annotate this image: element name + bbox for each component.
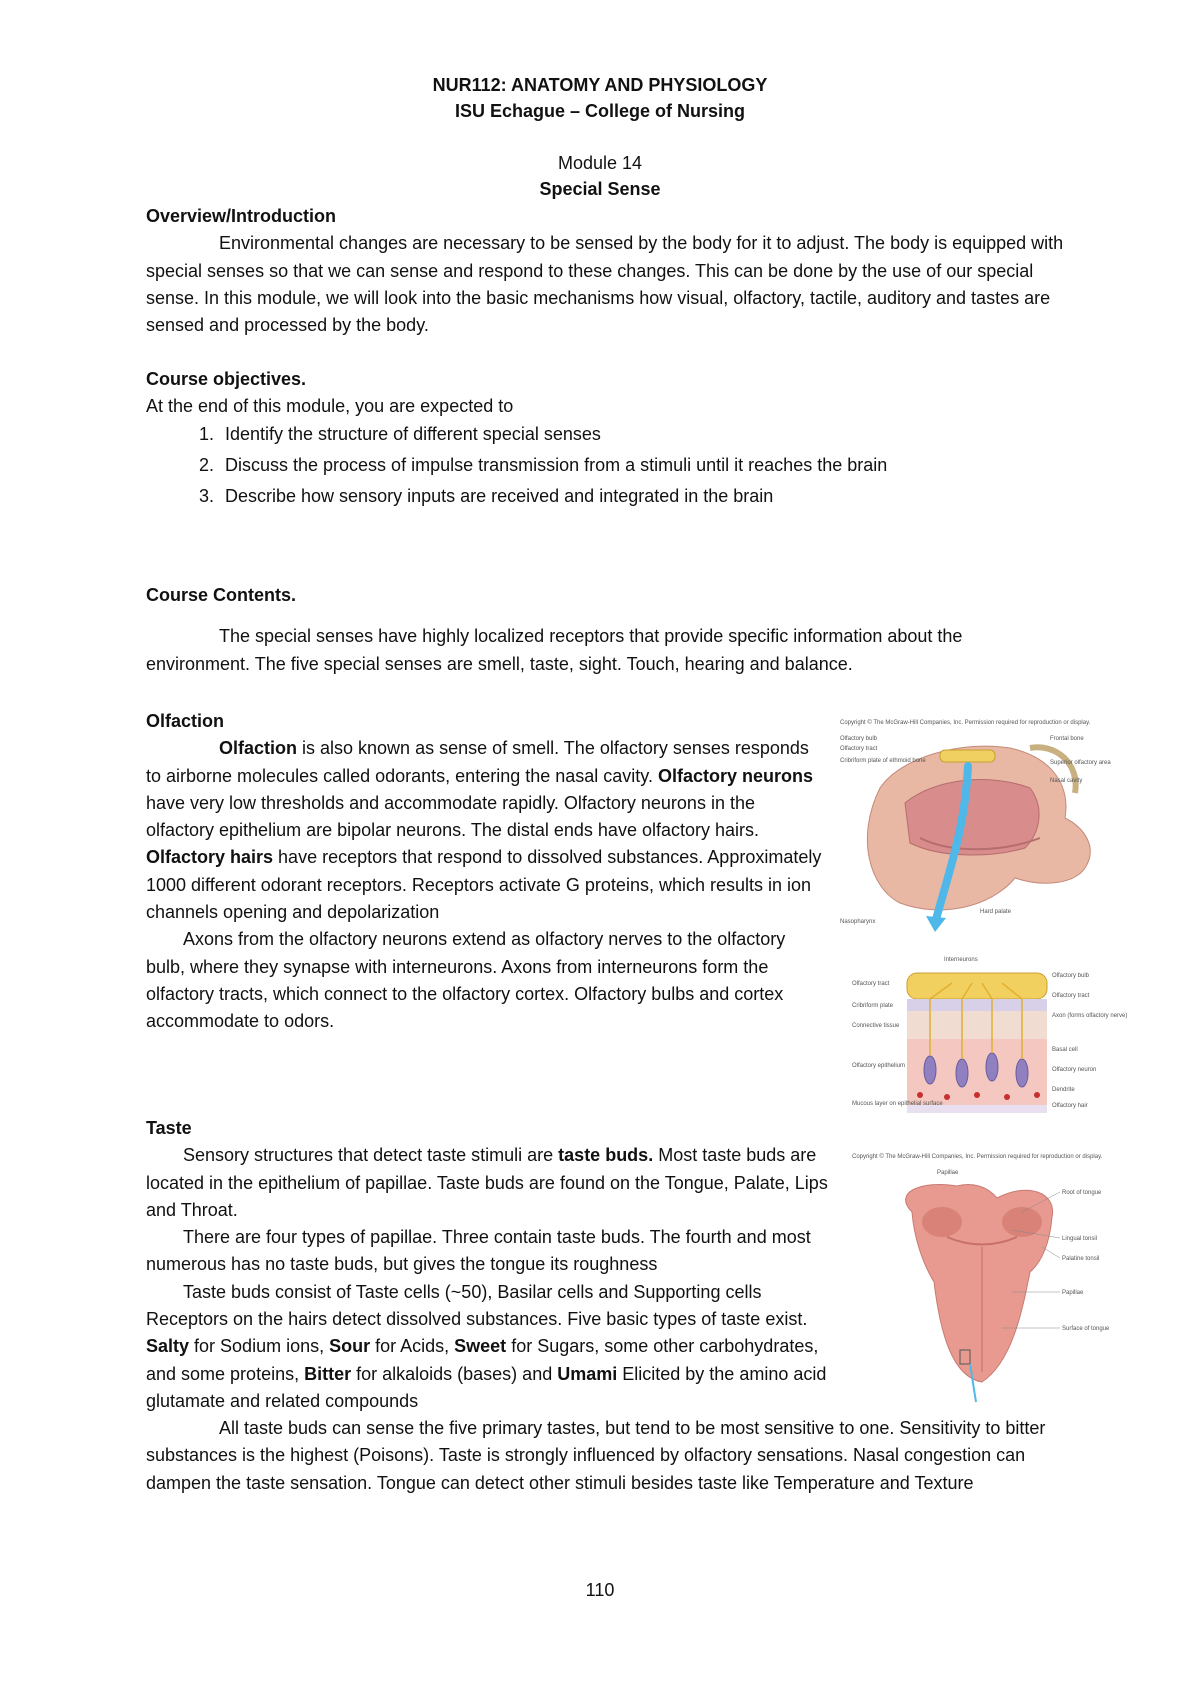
- overview-heading: Overview/Introduction: [146, 206, 337, 226]
- course-header: [0, 72, 1200, 124]
- tongue-copyright: Copyright © The McGraw-Hill Companies, Inc. Permission required for reproduction or display.: [852, 1154, 1103, 1160]
- epi-label-cribriform: Cribriform plate: [852, 1003, 894, 1009]
- contents-section: [146, 582, 1064, 678]
- nose-label-superior-olfactory: Superior olfactory area: [1050, 760, 1111, 766]
- course-title: NUR112: ANATOMY AND PHYSIOLOGY: [432, 75, 768, 95]
- institution: ISU Echague – College of Nursing: [454, 101, 746, 121]
- taste-heading: Taste: [146, 1118, 192, 1138]
- epi-label-olfactory-tract-r: Olfactory tract: [1052, 993, 1090, 999]
- nose-label-olfactory-tract: Olfactory tract: [840, 746, 878, 752]
- tongue-label-palatine-tonsil: Palatine tonsil: [1062, 1256, 1100, 1262]
- tongue-figure: [852, 1152, 1132, 1404]
- olfaction-paragraph-2: Axons from the olfactory neurons extend as olfactory nerves to the olfactory bulb, where they synapse with interneurons. Axons from interneurons form the olfactory tracts, which connect to the olfactory cortex. Olfactory bulbs and cortex accommodate to odors.: [146, 929, 786, 1032]
- nose-copyright: Copyright © The McGraw-Hill Companies, Inc. Permission required for reproduction or display.: [840, 720, 1091, 726]
- nasal-cavity-figure: [840, 718, 1110, 946]
- nose-label-cribriform: Cribriform plate of ethmoid bone: [840, 758, 926, 764]
- nose-label-olfactory-bulb: Olfactory bulb: [840, 736, 878, 742]
- tongue-top-label: Papillae: [937, 1170, 959, 1176]
- epi-label-olfactory-neuron: Olfactory neuron: [1052, 1067, 1097, 1073]
- epi-label-axon: Axon (forms olfactory nerve): [1052, 1013, 1128, 1019]
- olfaction-heading: Olfaction: [146, 711, 225, 731]
- umami-term: Umami: [557, 1363, 618, 1384]
- tongue-label-root: Root of tongue: [1062, 1190, 1102, 1196]
- objectives-intro: At the end of this module, you are expected to: [146, 396, 514, 417]
- overview-text: Environmental changes are necessary to be sensed by the body for it to adjust. The body is equipped with special senses so that we can sense and respond to these changes. This can be done by the use of our special sense. In this module, we will look into the basic mechanisms how visual, olfactory, tactile, auditory and tastes are sensed and processed by the body.: [146, 233, 1064, 336]
- taste-paragraph-2: There are four types of papillae. Three contain taste buds. The fourth and most numerous has no taste buds, but gives the tongue its roughness: [146, 1227, 811, 1275]
- epi-label-olfactory-hair: Olfactory hair: [1052, 1103, 1088, 1109]
- contents-heading: Course Contents.: [146, 585, 297, 605]
- module-header: [0, 150, 1200, 202]
- olfaction-section: [146, 708, 826, 1036]
- olfactory-hairs-term: Olfactory hairs: [146, 847, 274, 868]
- olfaction-term: Olfaction: [219, 738, 298, 759]
- sweet-term: Sweet: [454, 1336, 507, 1357]
- objectives-heading: Course objectives.: [146, 369, 307, 389]
- overview-section: [146, 203, 1064, 339]
- taste-buds-term: taste buds.: [558, 1145, 654, 1166]
- objective-item: 3. Describe how sensory inputs are received and integrated in the brain: [219, 483, 1064, 510]
- epi-top-label: Interneurons: [944, 957, 978, 963]
- salty-term: Salty: [146, 1336, 190, 1357]
- nose-label-frontal-bone: Frontal bone: [1050, 736, 1084, 742]
- page-number: 110: [585, 1580, 615, 1600]
- nose-label-nasal-cavity: Nasal cavity: [1050, 778, 1083, 784]
- nose-label-nasopharynx: Nasopharynx: [840, 919, 876, 925]
- taste-section: [146, 1115, 834, 1415]
- bitter-term: Bitter: [304, 1363, 352, 1384]
- epi-label-basal-cell: Basal cell: [1052, 1047, 1078, 1053]
- olfactory-neurons-term: Olfactory neurons: [657, 765, 813, 786]
- epi-label-epithelium: Olfactory epithelium: [852, 1063, 906, 1069]
- tongue-label-lingual-tonsil: Lingual tonsil: [1062, 1236, 1098, 1242]
- taste-paragraph-4: All taste buds can sense the five primary tastes, but tend to be most sensitive to one. Sensitivity to bitter substances is the highest (Poisons). Taste is strongly influenced by olfactory sensations. Nasal congestion can dampen the taste sensation. Tongue can detect other stimuli besides taste like Temperature and Texture: [146, 1418, 1046, 1493]
- tongue-label-papillae: Papillae: [1062, 1290, 1084, 1296]
- objective-item: 1. Identify the structure of different special senses: [219, 421, 1064, 448]
- taste-paragraph-1: Sensory structures that detect taste stimuli are taste buds. Most taste buds are located in the epithelium of papillae. Taste buds are found on the Tongue, Palate, Lips and Throat.: [146, 1145, 828, 1220]
- epi-label-mucous: Mucous layer on epithelial surface: [852, 1101, 943, 1107]
- nose-label-hard-palate: Hard palate: [980, 909, 1012, 915]
- taste-paragraph-3: Taste buds consist of Taste cells (~50), Basilar cells and Supporting cells Receptors on the hairs detect dissolved substances. Five basic types of taste exist. Salty for Sodium ions, Sour for Acids, Sweet for Sugars, some other carbohydrates, and some proteins, Bitter for alkaloids (bases) and Umami Elicited by the amino acid glutamate and related compounds: [146, 1281, 827, 1411]
- contents-text: The special senses have highly localized receptors that provide specific information about the environment. The five special senses are smell, taste, sight. Touch, hearing and balance.: [146, 626, 963, 674]
- sour-term: Sour: [329, 1336, 371, 1357]
- objectives-section: [146, 366, 1064, 514]
- epi-label-olfactory-bulb: Olfactory bulb: [1052, 973, 1090, 979]
- tongue-label-surface: Surface of tongue: [1062, 1326, 1110, 1332]
- taste-paragraph-4-wrap: [146, 1415, 1064, 1497]
- module-number: Module 14: [557, 153, 643, 173]
- module-title: Special Sense: [539, 179, 661, 199]
- epi-label-dendrite: Dendrite: [1052, 1087, 1075, 1093]
- olfactory-epithelium-figure: [852, 955, 1128, 1130]
- olfaction-paragraph-1: Olfaction is also known as sense of smell. The olfactory senses responds to airborne molecules called odorants, entering the nasal cavity. Olfactory neurons have very low thresholds and accommodate rapidly. Olfactory neurons in the olfactory epithelium are bipolar neurons. The distal ends have olfactory hairs. Olfactory hairs have receptors that respond to dissolved substances. Approximately 1000 different odorant receptors. Receptors activate G proteins, which results in ion channels opening and depolarization: [146, 738, 822, 923]
- objectives-list: [146, 421, 1064, 511]
- epi-label-olfactory-tract: Olfactory tract: [852, 981, 890, 987]
- epi-label-connective: Connective tissue: [852, 1023, 900, 1029]
- objective-item: 2. Discuss the process of impulse transmission from a stimuli until it reaches the brain: [219, 452, 1064, 479]
